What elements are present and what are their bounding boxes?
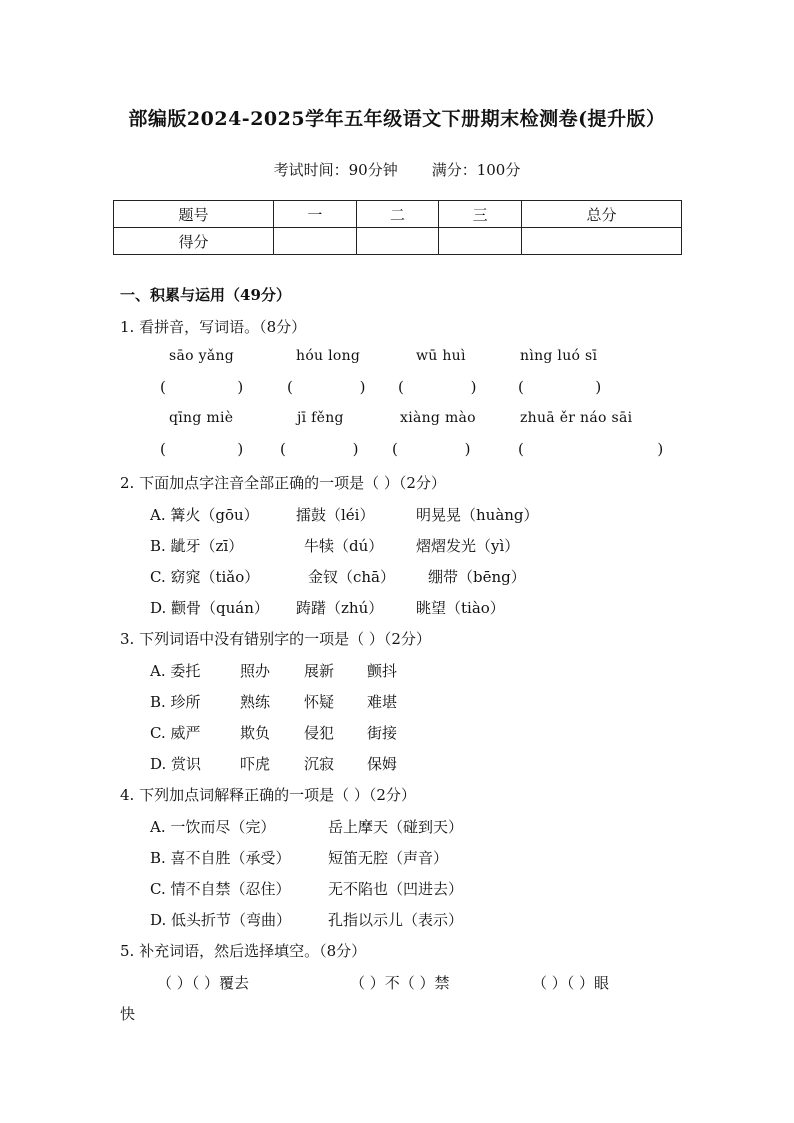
exam-info xyxy=(0,159,794,180)
option-item: 踌躇（zhú） xyxy=(296,599,384,617)
option-item: 眺望（tiào） xyxy=(416,599,505,617)
option-item: 颤抖 xyxy=(367,662,398,680)
answer-blank[interactable]: ( ) xyxy=(287,378,366,396)
score-table-header: 二 xyxy=(356,201,439,228)
option-item: 熟练 xyxy=(240,693,271,711)
option-item: D. 颧骨（quán） xyxy=(150,599,269,617)
score-row-label: 得分 xyxy=(114,228,274,255)
option-item: B. 龇牙（zī） xyxy=(150,537,244,555)
full-score: 满分：100分 xyxy=(431,161,521,179)
option-item: 展新 xyxy=(304,662,335,680)
option-item: 街接 xyxy=(367,724,398,742)
pinyin: xiàng mào xyxy=(400,410,476,426)
fill-blank-phrase[interactable]: （ ）（ ）眼 xyxy=(532,974,610,992)
option-item: 牛犊（dú） xyxy=(304,537,384,555)
option-item: 孔指以示儿（表示） xyxy=(328,911,464,929)
score-cell[interactable] xyxy=(521,228,681,255)
score-cell[interactable] xyxy=(356,228,439,255)
fill-blank-phrase[interactable]: （ ）（ ）覆去 xyxy=(157,974,250,992)
question-4: 4. 下列加点词解释正确的一项是（ ）（2分） xyxy=(120,786,416,804)
pinyin: wū huì xyxy=(416,348,466,364)
option-item: 欺负 xyxy=(240,724,271,742)
pinyin: sāo yǎng xyxy=(169,348,235,364)
option-item: 金钗（chā） xyxy=(308,568,396,586)
answer-blank[interactable]: ( ) xyxy=(160,440,244,458)
option-item: 吓虎 xyxy=(240,755,271,773)
exam-time: 考试时间：90分钟 xyxy=(273,161,398,179)
section-heading: 一、积累与运用（49分） xyxy=(120,286,291,304)
pinyin: hóu long xyxy=(296,348,361,364)
answer-blank[interactable]: ( ) xyxy=(518,378,602,396)
answer-blank[interactable]: ( ) xyxy=(280,440,359,458)
answer-blank[interactable]: ( ) xyxy=(398,378,477,396)
option-item: 绷带（bēng） xyxy=(428,568,526,586)
option-item: 无不陷也（凹进去） xyxy=(328,880,464,898)
score-table-header: 三 xyxy=(439,201,522,228)
answer-blank[interactable]: ( ) xyxy=(518,440,664,458)
option-item: B. 珍所 xyxy=(150,693,201,711)
answer-blank[interactable]: ( ) xyxy=(160,378,244,396)
option-item: A. 一饮而尽（完） xyxy=(150,818,276,836)
option-item: 熠熠发光（yì） xyxy=(416,537,520,555)
score-table-header: 总分 xyxy=(521,201,681,228)
score-table-header: 题号 xyxy=(114,201,274,228)
pinyin: jī fěng xyxy=(297,410,344,426)
option-item: 沉寂 xyxy=(304,755,335,773)
question-2: 2. 下面加点字注音全部正确的一项是（ ）（2分） xyxy=(120,474,446,492)
pinyin: zhuā ěr náo sāi xyxy=(520,410,633,426)
score-table xyxy=(113,200,682,255)
option-item: 怀疑 xyxy=(304,693,335,711)
answer-blank[interactable]: ( ) xyxy=(392,440,471,458)
pinyin: qīng miè xyxy=(169,410,234,426)
option-item: B. 喜不自胜（承受） xyxy=(150,849,291,867)
option-item: C. 窈窕（tiǎo） xyxy=(150,568,260,586)
question-5: 5. 补充词语，然后选择填空。（8分） xyxy=(120,942,367,960)
option-item: C. 情不自禁（忍住） xyxy=(150,880,291,898)
score-table-header: 一 xyxy=(274,201,357,228)
pinyin: nìng luó sī xyxy=(520,348,598,364)
option-item: 侵犯 xyxy=(304,724,335,742)
option-item: 照办 xyxy=(240,662,271,680)
score-cell[interactable] xyxy=(274,228,357,255)
fill-blank-wrap: 快 xyxy=(120,1005,136,1023)
option-item: D. 赏识 xyxy=(150,755,202,773)
option-item: 擂鼓（léi） xyxy=(296,506,375,524)
option-item: C. 威严 xyxy=(150,724,201,742)
option-item: 难堪 xyxy=(367,693,398,711)
option-item: 保姆 xyxy=(367,755,398,773)
option-item: 明晃晃（huàng） xyxy=(416,506,539,524)
option-item: 短笛无腔（声音） xyxy=(328,849,449,867)
score-table-header-row xyxy=(114,201,682,228)
score-cell[interactable] xyxy=(439,228,522,255)
fill-blank-phrase[interactable]: （ ）不（ ）禁 xyxy=(350,974,450,992)
option-item: A. 篝火（gōu） xyxy=(150,506,259,524)
option-item: D. 低头折节（弯曲） xyxy=(150,911,292,929)
question-1: 1. 看拼音，写词语。（8分） xyxy=(120,318,307,336)
question-3: 3. 下列词语中没有错别字的一项是（ ）（2分） xyxy=(120,630,431,648)
page-title: 部编版2024-2025学年五年级语文下册期末检测卷(提升版） xyxy=(128,108,666,130)
option-item: 岳上摩天（碰到天） xyxy=(328,818,464,836)
score-table-score-row xyxy=(114,228,682,255)
option-item: A. 委托 xyxy=(150,662,201,680)
